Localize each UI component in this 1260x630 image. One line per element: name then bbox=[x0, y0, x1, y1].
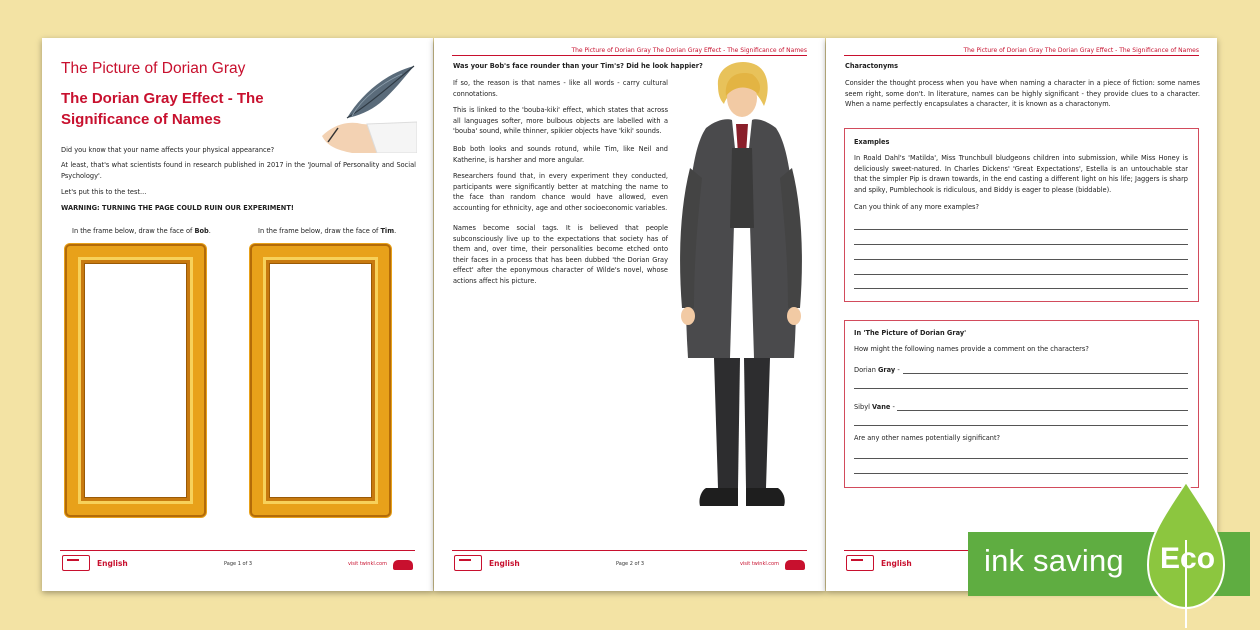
answer-line[interactable] bbox=[854, 288, 1188, 289]
intro-text: At least, that's what scientists found in research published in 2017 in the 'Journal of Personality and Social Psychology'. bbox=[61, 161, 416, 180]
drawing-frame-bob[interactable] bbox=[64, 243, 207, 518]
book-logo-icon bbox=[846, 555, 874, 571]
page-subtitle: The Dorian Gray Effect - The Significance of Names bbox=[61, 90, 264, 128]
examples-box bbox=[844, 128, 1199, 302]
dorian-gray-illustration bbox=[666, 58, 816, 516]
answer-line[interactable] bbox=[903, 373, 1188, 374]
brand-logo-icon bbox=[393, 560, 413, 570]
answer-line[interactable] bbox=[854, 425, 1188, 426]
answer-line[interactable] bbox=[854, 259, 1188, 260]
warning-text: WARNING: TURNING THE PAGE COULD RUIN OUR EXPERIMENT! bbox=[61, 204, 294, 212]
question-heading: Was your Bob's face rounder than your Tim's? Did he look happier? bbox=[453, 62, 703, 70]
intro-text: Let's put this to the test... bbox=[61, 188, 147, 196]
ink-saving-text: ink saving bbox=[984, 543, 1124, 578]
answer-line[interactable] bbox=[897, 410, 1188, 411]
footer-site-link[interactable]: visit twinkl.com bbox=[347, 561, 387, 567]
eco-label: Eco bbox=[1160, 542, 1216, 575]
examples-question: Can you think of any more examples? bbox=[854, 203, 979, 211]
brand-logo-icon bbox=[785, 560, 805, 570]
body-paragraph: Researchers found that, in every experiment they conducted, participants were significantly better at matching the name to the face than random chance would have allowed, even accounting for ethnicity, age and other socioeconomic variables. bbox=[453, 172, 668, 212]
book-logo-icon bbox=[62, 555, 90, 571]
footer-page-number: Page 2 of 3 bbox=[616, 561, 645, 567]
book-logo-icon bbox=[454, 555, 482, 571]
body-paragraph: Names become social tags. It is believed that people subconsciously live up to the expectations that society has of them and, over time, their personalities become etched onto their faces in a process that has been dubbed 'the Dorian Gray effect' after the eponymous character of Wilde's novel, whose actions affect his picture. bbox=[453, 224, 668, 285]
footer-subject: English bbox=[881, 559, 912, 568]
answer-line[interactable] bbox=[854, 458, 1188, 459]
dorian-box-question: How might the following names provide a comment on the characters? bbox=[854, 345, 1089, 353]
examples-text: In Roald Dahl's 'Matilda', Miss Trunchbull bludgeons children into submission, while Miss Honey is deliciously sweet-natured. In Charles Dickens' 'Great Expectations', Estella is an untouchable star that the simpler Pip is drawn towards, in the end casting a different light on his life; Jaggers is sharp and spiky, Pumblechook is ridiculous, and Biddy is eager to please (biddable). bbox=[854, 154, 1188, 194]
intro-paragraph: Consider the thought process when you have when naming a character in a piece of fiction: some names seem right, some don't. In literature, names can be highly significant - they provide clues to a character. When a name perfectly encapsulates a character, it is known as a charactonym. bbox=[845, 79, 1200, 109]
answer-line[interactable] bbox=[854, 244, 1188, 245]
worksheet-page-1 bbox=[42, 38, 433, 591]
footer-site-link[interactable]: visit twinkl.com bbox=[739, 561, 779, 567]
header-divider bbox=[452, 55, 807, 56]
name-label-sibyl: Sibyl Vane - bbox=[854, 403, 895, 411]
drawing-frame-tim[interactable] bbox=[249, 243, 392, 518]
footer-subject: English bbox=[489, 559, 520, 568]
frame-label-right: In the frame below, draw the face of Tim. bbox=[258, 227, 397, 235]
answer-line[interactable] bbox=[854, 473, 1188, 474]
frame-label-left: In the frame below, draw the face of Bob. bbox=[72, 227, 211, 235]
footer-divider bbox=[60, 550, 415, 551]
dorian-box-title: In 'The Picture of Dorian Gray' bbox=[854, 329, 967, 337]
answer-line[interactable] bbox=[854, 229, 1188, 230]
running-header: The Picture of Dorian Gray The Dorian Gray Effect - The Significance of Names bbox=[571, 47, 807, 54]
intro-text: Did you know that your name affects your physical appearance? bbox=[61, 146, 275, 154]
footer-subject: English bbox=[97, 559, 128, 568]
footer-page-number: Page 1 of 3 bbox=[224, 561, 253, 567]
running-header: The Picture of Dorian Gray The Dorian Gray Effect - The Significance of Names bbox=[963, 47, 1199, 54]
page-title: The Picture of Dorian Gray bbox=[61, 60, 246, 77]
body-paragraph: Bob both looks and sounds rotund, while Tim, like Neil and Katherine, is harsher and more angular. bbox=[453, 145, 668, 164]
other-names-question: Are any other names potentially significant? bbox=[854, 434, 1001, 442]
section-heading: Charactonyms bbox=[845, 62, 899, 70]
answer-line[interactable] bbox=[854, 274, 1188, 275]
quill-icon bbox=[292, 58, 417, 153]
dorian-names-box bbox=[844, 320, 1199, 488]
worksheet-page-2 bbox=[434, 38, 825, 591]
footer-divider bbox=[452, 550, 807, 551]
examples-title: Examples bbox=[854, 138, 890, 146]
body-paragraph: This is linked to the 'bouba-kiki' effect, which states that across all languages softer, more bulbous objects are labelled with a 'bouba' sound, while thinner, spikier objects have 'kiki' sounds. bbox=[453, 106, 668, 136]
answer-line[interactable] bbox=[854, 388, 1188, 389]
body-paragraph: If so, the reason is that names - like all words - carry cultural connotations. bbox=[453, 79, 668, 98]
name-label-dorian: Dorian Gray - bbox=[854, 366, 900, 374]
header-divider bbox=[844, 55, 1199, 56]
